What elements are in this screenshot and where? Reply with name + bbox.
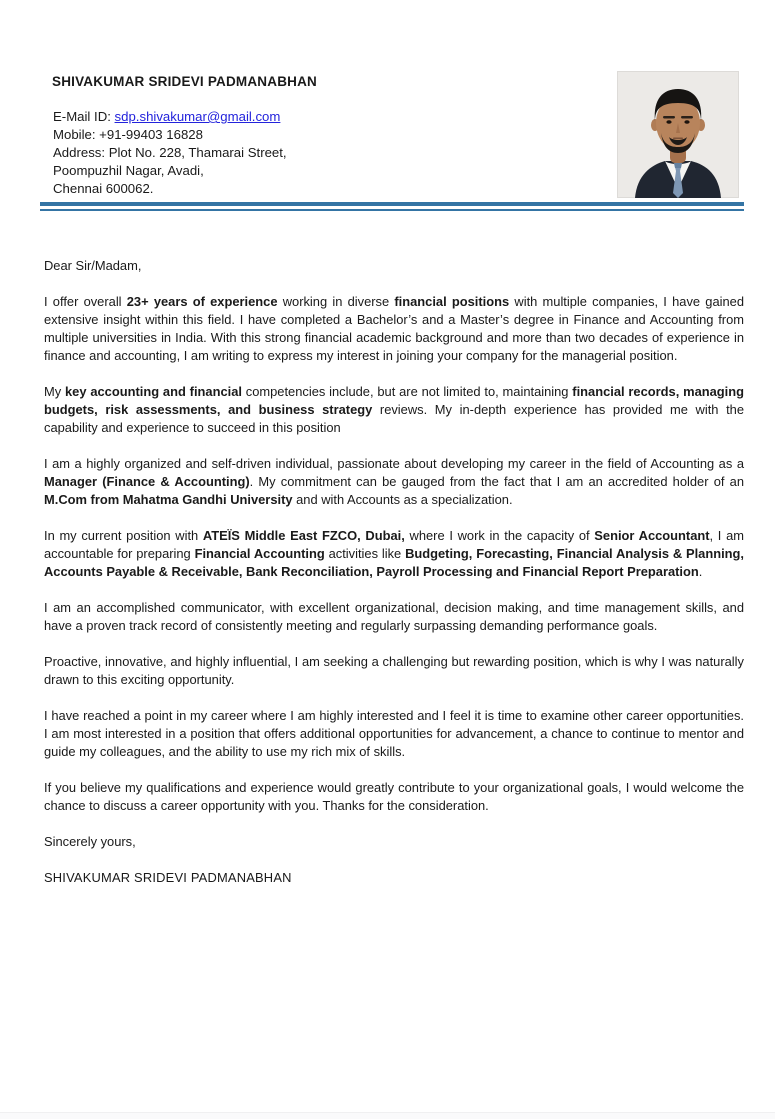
letter-paragraph: I am an accomplished communicator, with excellent organizational, decision making, and time management skills, and have a proven track record of consistently meeting and regularly surpassing demanding performance goals. [44,600,744,633]
contact-block [53,108,287,198]
address-line-2: Poompuzhil Nagar, Avadi, [53,163,204,178]
letter-paragraph: I have reached a point in my career where I am highly interested and I feel it is time to examine other career opportunities. I am most interested in a position that offers additional opportunities for advancement, a chance to continue to mentor and guide my colleagues, and the ability to use my rich mix of skills. [44,708,744,759]
letter-paragraph: I offer overall 23+ years of experience working in diverse financial positions with multiple companies, I have gained extensive insight within this field. I have completed a Bachelor’s and a Master’s degree in Finance and Accounting from multiple universities in India. With this strong financial academic background and more than two decades of experience in finance and accounting, I am writing to express my interest in joining your company for the managerial position. [44,294,744,363]
letter-paragraph: If you believe my qualifications and experience would greatly contribute to your organizational goals, I would welcome the chance to discuss a career opportunity with you. Thanks for the consideration. [44,780,744,813]
letter-paragraph: I am a highly organized and self-driven individual, passionate about developing my career in the field of Accounting as a Manager (Finance & Accounting). My commitment can be gauged from the fact that I am an accredited holder of an M.Com from Mahatma Gandhi University and with Accounts as a specialization. [44,456,744,507]
email-line [53,108,287,126]
address-line-3: Chennai 600062. [53,181,154,196]
salutation: Dear Sir/Madam, [44,258,142,273]
letter-paragraph: My key accounting and financial competencies include, but are not limited to, maintaining financial records, managing budgets, risk assessments, and business strategy reviews. My in-depth experience has provided me with the capability and experience to succeed in this position [44,384,744,435]
mobile-line: Mobile: +91-99403 16828 [53,127,203,142]
address-line-1: Address: Plot No. 228, Thamarai Street, [53,145,287,160]
letter-body [44,257,744,905]
closing-line: Sincerely yours, [44,834,136,849]
email-link[interactable]: sdp.shivakumar@gmail.com [114,109,281,124]
email-label: E-Mail ID: [53,109,115,124]
page-bottom-edge [0,1112,775,1119]
applicant-name-heading: SHIVAKUMAR SRIDEVI PADMANABHAN [52,74,318,89]
profile-photo [617,71,739,198]
signature-name: SHIVAKUMAR SRIDEVI PADMANABHAN [44,870,292,885]
letter-paragraph: Proactive, innovative, and highly influential, I am seeking a challenging but rewarding position, which is why I was naturally drawn to this exciting opportunity. [44,654,744,687]
header-divider-rule [40,202,744,211]
letter-paragraph: In my current position with ATEÏS Middle East FZCO, Dubai, where I work in the capacity of Senior Accountant, I am accountable for preparing Financial Accounting activities like Budgeting, Forecasting, Financial Analysis & Planning, Accounts Payable & Receivable, Bank Reconciliation, Payroll Processing and Financial Report Preparation. [44,528,745,579]
